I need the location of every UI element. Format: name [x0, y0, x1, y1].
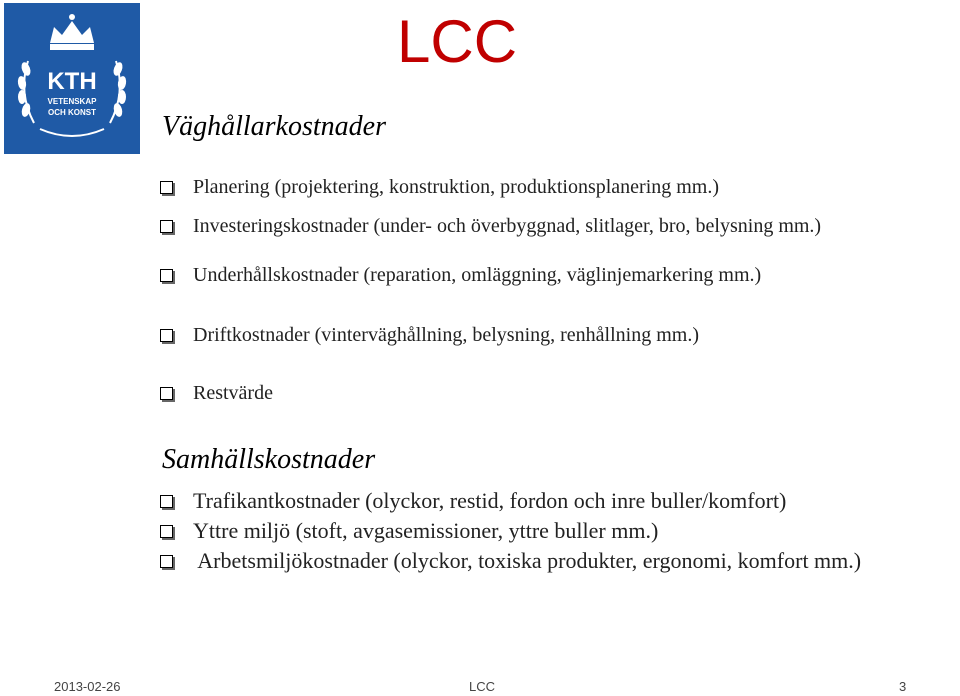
logo-text-line1: VETENSKAP	[47, 97, 97, 106]
footer-date: 2013-02-26	[54, 679, 121, 694]
list-item-text: Trafikantkostnader (olyckor, restid, fordon och inre buller/komfort)	[193, 488, 787, 513]
section-heading-societal-costs: Samhällskostnader	[162, 444, 376, 475]
checkbox-bullet-icon	[160, 329, 173, 342]
list-item-text: Driftkostnader (vinterväghållning, belysning, renhållning mm.)	[193, 324, 699, 346]
list-item	[160, 518, 658, 544]
list-item-text: Underhållskostnader (reparation, omläggning, väglinjemarkering mm.)	[193, 264, 762, 286]
list-item	[160, 264, 761, 287]
checkbox-bullet-icon	[160, 181, 173, 194]
list-item-text: Investeringskostnader (under- och överbyggnad, slitlager, bro, belysning mm.)	[193, 215, 822, 237]
list-item	[160, 215, 821, 238]
footer-page-number: 3	[899, 679, 907, 694]
list-item	[160, 324, 699, 347]
list-item	[160, 382, 273, 405]
list-item	[160, 488, 786, 514]
checkbox-bullet-icon	[160, 387, 173, 400]
kth-logo	[4, 3, 140, 154]
checkbox-bullet-icon	[160, 220, 173, 233]
checkbox-bullet-icon	[160, 525, 173, 538]
list-item	[160, 548, 861, 574]
logo-text-line2: OCH KONST	[48, 108, 96, 117]
list-item-text: Restvärde	[193, 382, 273, 404]
checkbox-bullet-icon	[160, 269, 173, 282]
footer-title: LCC	[469, 679, 496, 694]
list-item-text: Yttre miljö (stoft, avgasemissioner, yttre buller mm.)	[193, 518, 659, 543]
section-heading-road-owner-costs: Väghållarkostnader	[162, 111, 386, 142]
kth-crest-icon	[4, 3, 140, 154]
checkbox-bullet-icon	[160, 495, 173, 508]
list-item-text: Arbetsmiljökostnader (olyckor, toxiska produkter, ergonomi, komfort mm.)	[193, 548, 862, 573]
checkbox-bullet-icon	[160, 555, 173, 568]
logo-text-main: KTH	[47, 68, 97, 95]
list-item-text: Planering (projektering, konstruktion, produktionsplanering mm.)	[193, 176, 720, 198]
slide-title: LCC	[397, 8, 518, 75]
list-item	[160, 176, 719, 199]
